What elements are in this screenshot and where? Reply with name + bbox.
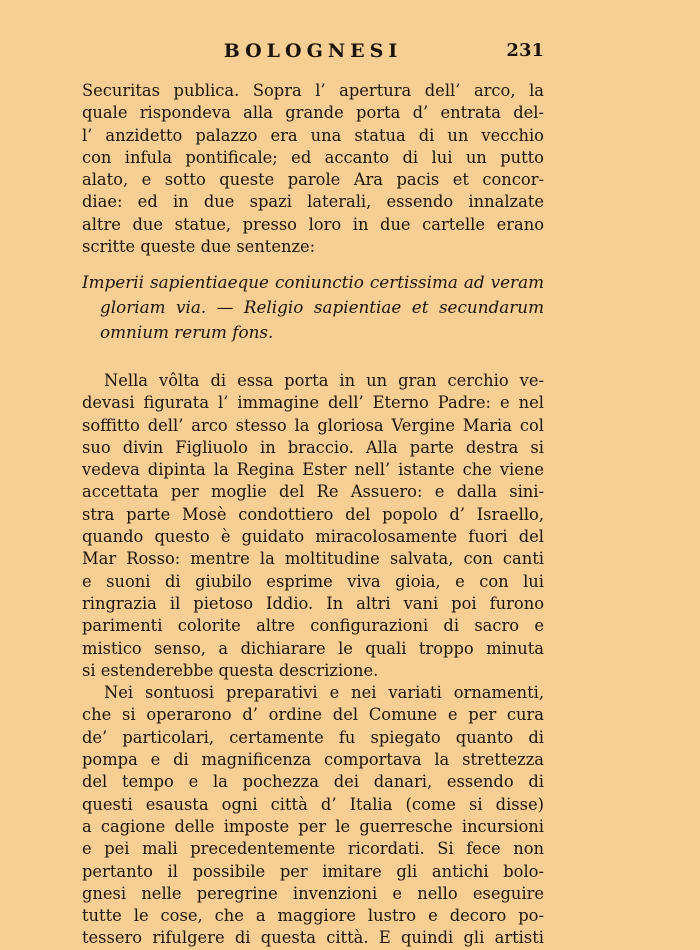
text-line: con infula pontificale; ed accanto di lui un putto: [82, 147, 544, 167]
paragraph-2: [82, 370, 544, 950]
text-line: quale rispondeva alla grande porta d’ entrata del-: [82, 103, 544, 123]
latin-quote: [82, 270, 544, 345]
text-line: Nei sontuosi preparativi e nei variati ornamenti,: [104, 683, 544, 703]
text-line: del tempo e la pochezza dei danari, essendo di: [82, 772, 544, 792]
quote-line: Imperii sapientiaeque coniunctio certissima ad veram: [82, 272, 544, 292]
running-title: BOLOGNESI: [223, 40, 403, 62]
text-line: quando questo è guidato miracolosamente fuori del: [82, 527, 544, 547]
text-line: e suoni di giubilo esprime viva gioia, e con lui: [82, 571, 544, 591]
text-line: a cagione delle imposte per le guerresche incursioni: [82, 816, 544, 836]
text-line: e pei mali precedentemente ricordati. Si fece non: [82, 839, 544, 859]
text-line: pompa e di magnificenza comportava la strettezza: [82, 750, 544, 770]
text-line: parimenti colorite altre configurazioni di sacro e: [82, 616, 544, 636]
text-line: che si operarono d’ ordine del Comune e per cura: [82, 705, 544, 725]
text-line: vedeva dipinta la Regina Ester nell’ istante che viene: [82, 460, 544, 480]
text-line: mistico senso, a dichiarare le quali troppo minuta: [82, 638, 544, 658]
text-line: tessero rifulgere di questa città. E quindi gli artisti: [82, 928, 544, 948]
text-line: questi esausta ogni città d’ Italia (come si disse): [82, 794, 544, 814]
text-line: gnesi nelle peregrine invenzioni e nello eseguire: [82, 883, 544, 903]
text-line: l’ anzidetto palazzo era una statua di un vecchio: [82, 125, 544, 145]
text-line: diae: ed in due spazi laterali, essendo innalzate: [82, 192, 544, 212]
text-line: Mar Rosso: mentre la moltitudine salvata, con canti: [82, 549, 544, 569]
text-line: soffitto dell’ arco stesso la gloriosa Vergine Maria col: [82, 415, 544, 435]
page-number: 231: [506, 40, 544, 61]
text-line: scritte queste due sentenze:: [82, 237, 316, 257]
page-header: [82, 40, 544, 70]
text-line: Nella vôlta di essa porta in un gran cerchio ve-: [104, 371, 544, 390]
text-line: alato, e sotto queste parole Ara pacis et concor-: [82, 170, 544, 190]
text-line: stra parte Mosè condottiero del popolo d’ Israello,: [82, 504, 544, 524]
text-line: Securitas publica. Sopra l’ apertura dell’ arco, la: [82, 81, 544, 100]
text-line: suo divin Figliuolo in braccio. Alla parte destra si: [82, 437, 544, 457]
text-line: si estenderebbe questa descrizione.: [82, 660, 379, 680]
paragraph-1: [82, 80, 544, 258]
quote-line: omnium rerum fons.: [100, 322, 274, 342]
text-line: de’ particolari, certamente fu spiegato quanto di: [82, 727, 544, 747]
text-line: pertanto il possibile per imitare gli antichi bolo-: [82, 861, 544, 881]
quote-line: gloriam via. — Religio sapientiae et secundarum: [100, 297, 544, 317]
text-line: devasi figurata l’ immagine dell’ Eterno Padre: e nel: [82, 393, 544, 413]
text-line: accettata per moglie del Re Assuero: e dalla sini-: [82, 482, 544, 502]
text-line: altre due statue, presso loro in due cartelle erano: [82, 214, 544, 234]
text-line: tutte le cose, che a maggiore lustro e decoro po-: [82, 906, 544, 926]
text-line: ringrazia il pietoso Iddio. In altri vani poi furono: [82, 593, 544, 613]
